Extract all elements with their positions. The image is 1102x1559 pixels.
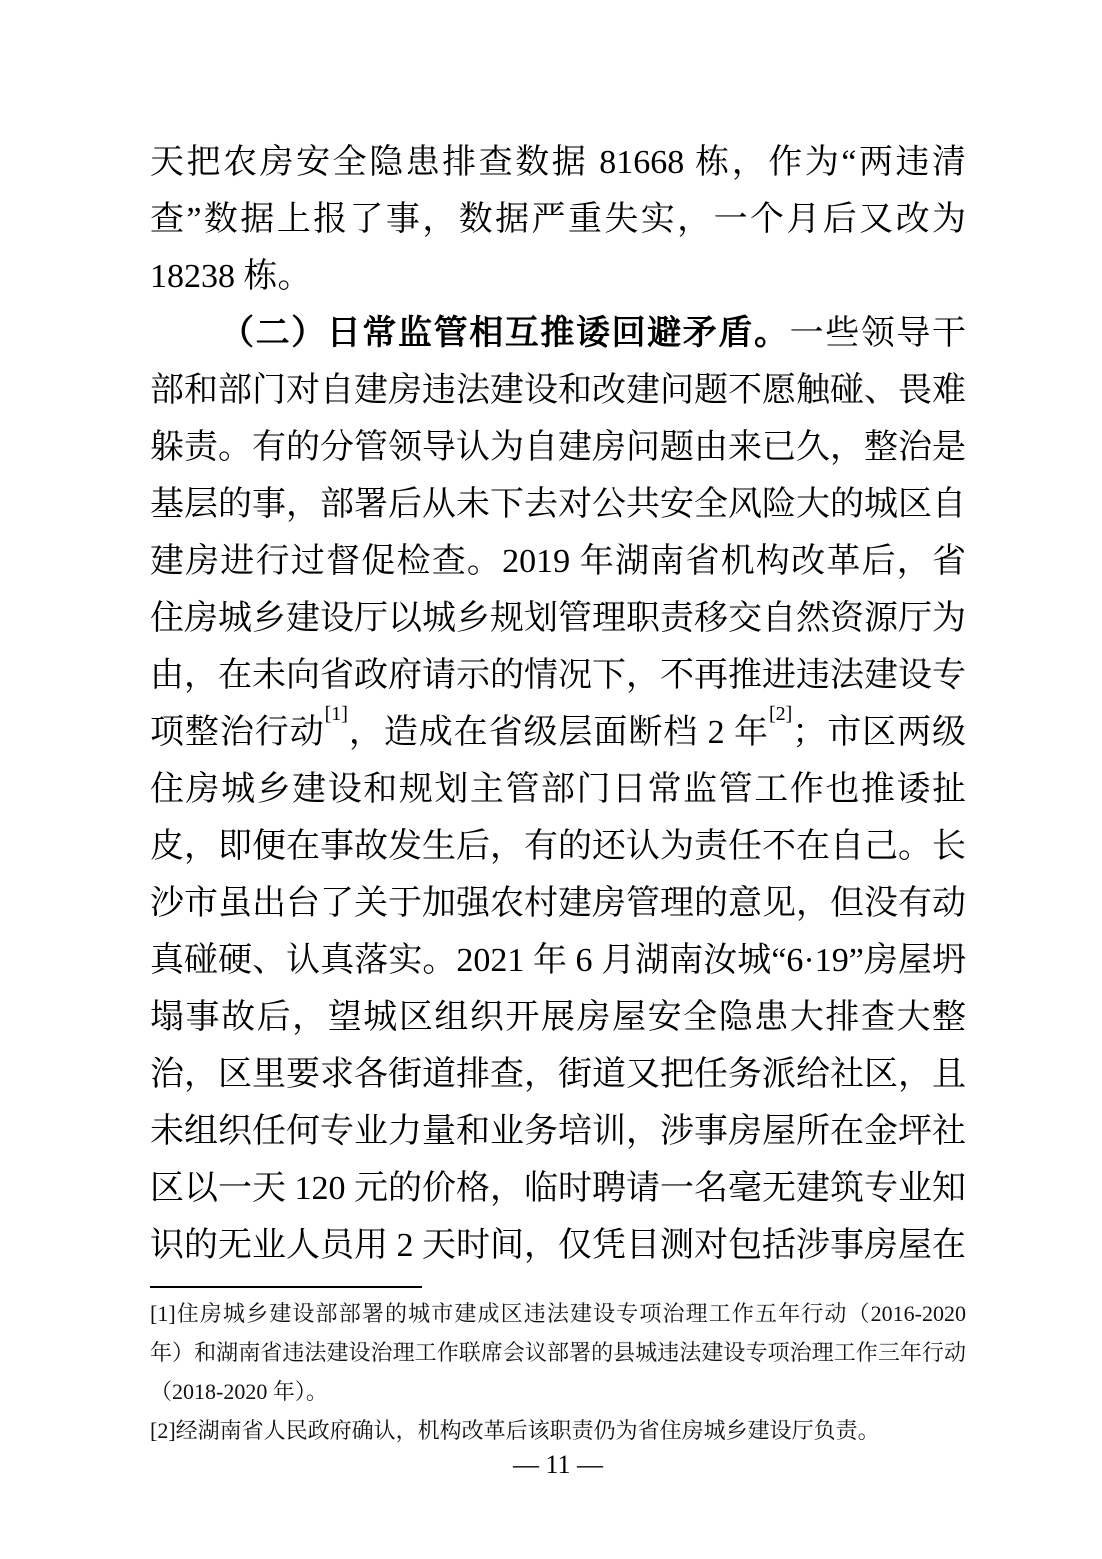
- paragraph-2-heading: （二）日常监管相互推诿回避矛盾。: [220, 315, 790, 352]
- page-number: — 11 —: [512, 1450, 604, 1479]
- paragraph-2: [150, 305, 966, 1274]
- footnote-2: [2]经湖南省人民政府确认，机构改革后该职责仍为省住房城乡建设厅负责。: [150, 1418, 880, 1443]
- footnote-ref-1: [1]: [324, 702, 348, 725]
- footnote-1: [1]住房城乡建设部部署的城市建成区违法建设专项治理工作五年行动（2016-2020 年）和湖南省违法建设治理工作联席会议部署的县城违法建设专项治理工作三年行动（2018-2020 年）。: [150, 1301, 966, 1404]
- paragraph-2-text: ；市区两级住房城乡建设和规划主管部门日常监管工作也推诿扯皮，即便在事故发生后，有的还认为责任不在自己。长沙市虽出台了关于加强农村建房管理的意见，但没有动真碰硬、认真落实。2021 年 6 月湖南汝城“6·19”房屋坍塌事故后，望城区组织开展房屋安全隐患大排查大整治，区里要求各街道排查，街道又把任务派给社区，且未组织任何专业力量和业务培训，涉事房屋所在金坪社区以一天 120 元的价格，临时聘请一名毫无建筑专业知识的无业人员用 2 天时间，仅凭目测对包括涉事房屋在: [150, 714, 967, 1264]
- footnote-ref-2: [2]: [768, 702, 793, 725]
- paragraph-2-text: ，造成在省级层面断档 2 年: [347, 714, 769, 751]
- paragraph-1: 天把农房安全隐患排查数据 81668 栋，作为“两违清查”数据上报了事，数据严重失实，一个月后又改为 18238 栋。: [150, 144, 966, 295]
- footnotes: [150, 1294, 966, 1450]
- body-text: [150, 134, 966, 1274]
- paragraph-2-text: 一些领导干部和部门对自建房违法建设和改建问题不愿触碰、畏难躲责。有的分管领导认为自建房问题由来已久，整治是基层的事，部署后从未下去对公共安全风险大的城区自建房进行过督促检查。2019 年湖南省机构改革后，省住房城乡建设厅以城乡规划管理职责移交自然资源厅为由，在未向省政府请示的情况下，不再推进违法建设专项整治行动: [150, 315, 967, 751]
- footnote-separator: [150, 1286, 422, 1288]
